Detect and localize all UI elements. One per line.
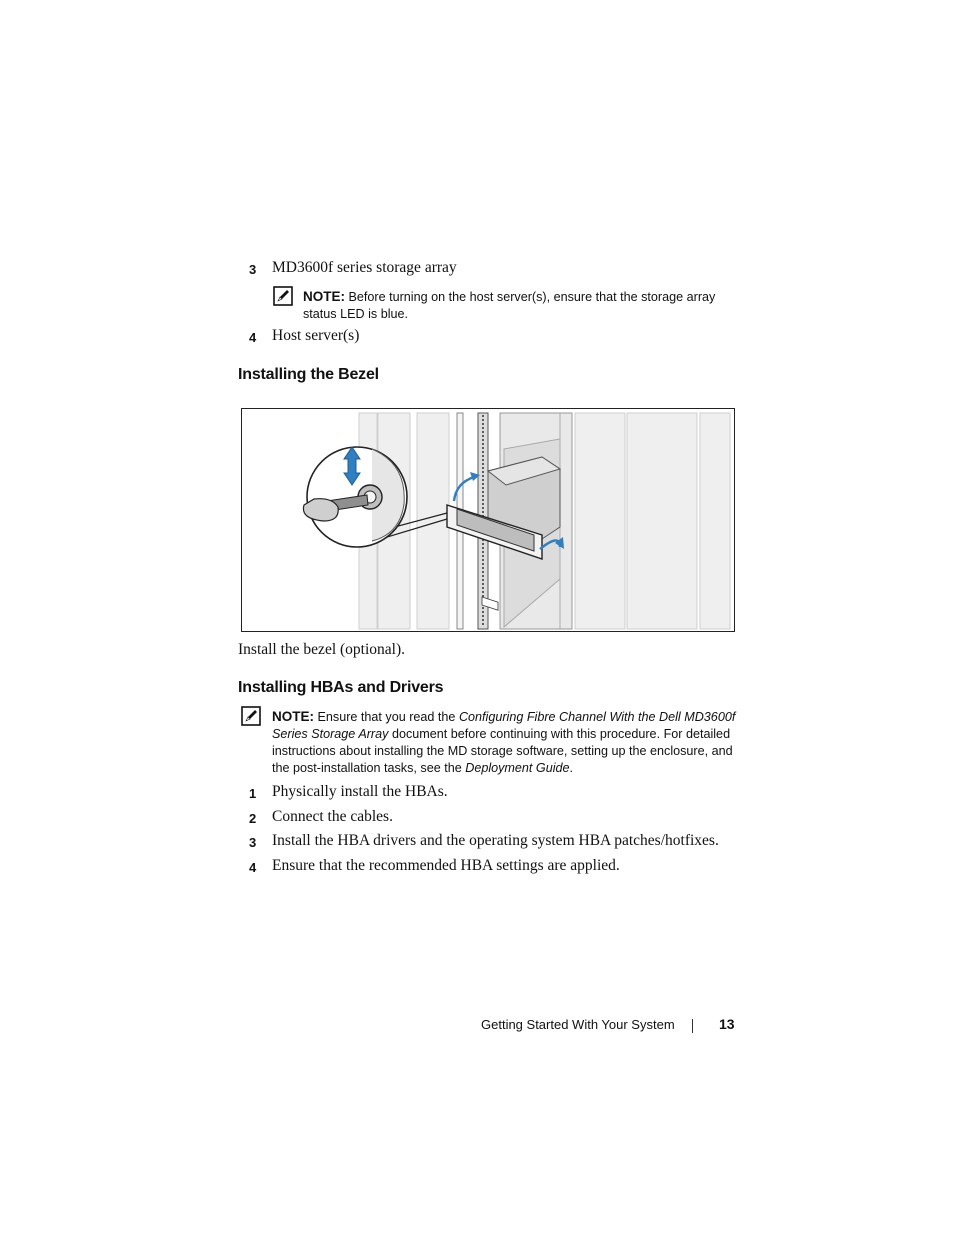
- step-number: 1: [249, 786, 257, 801]
- note-text: Ensure that you read the: [317, 710, 456, 724]
- step-text: Install the HBA drivers and the operating system HBA patches/hotfixes.: [272, 832, 719, 849]
- page-number: 13: [719, 1016, 735, 1032]
- note-text: .: [569, 761, 574, 775]
- footer-separator: [692, 1019, 693, 1033]
- pencil-note-icon: [241, 706, 261, 726]
- note-text: the post-installation tasks, see the: [272, 761, 462, 775]
- step-number: 4: [249, 860, 257, 875]
- pencil-note-icon: [273, 286, 293, 306]
- footer-title: Getting Started With Your System: [481, 1017, 675, 1032]
- document-title: Deployment Guide: [465, 761, 570, 775]
- step-text: Host server(s): [272, 327, 360, 344]
- section-heading: Installing the Bezel: [238, 366, 379, 383]
- note-text: instructions about installing the MD storage software, setting up the enclosure, and: [272, 744, 733, 758]
- note-box: [303, 288, 743, 323]
- note-box: [272, 708, 742, 777]
- section-heading: Installing HBAs and Drivers: [238, 679, 444, 696]
- figure-caption: Install the bezel (optional).: [238, 641, 405, 658]
- note-label: NOTE:: [303, 289, 345, 304]
- note-text: Before turning on the host server(s), ensure that the storage array: [348, 290, 716, 304]
- note-text: document before continuing with this procedure. For detailed: [391, 727, 731, 741]
- step-text: Connect the cables.: [272, 808, 393, 825]
- note-label: NOTE:: [272, 709, 314, 724]
- document-title: Series Storage Array: [272, 727, 389, 741]
- step-text: Ensure that the recommended HBA settings are applied.: [272, 857, 620, 874]
- note-text: status LED is blue.: [303, 307, 408, 321]
- step-number: 3: [249, 835, 257, 850]
- step-number: 4: [249, 330, 257, 345]
- step-text: MD3600f series storage array: [272, 259, 457, 276]
- step-text: Physically install the HBAs.: [272, 783, 448, 800]
- step-number: 3: [249, 262, 257, 277]
- document-title: Configuring Fibre Channel With the Dell MD3600f: [458, 710, 736, 724]
- bezel-illustration: [241, 408, 735, 632]
- step-number: 2: [249, 811, 257, 826]
